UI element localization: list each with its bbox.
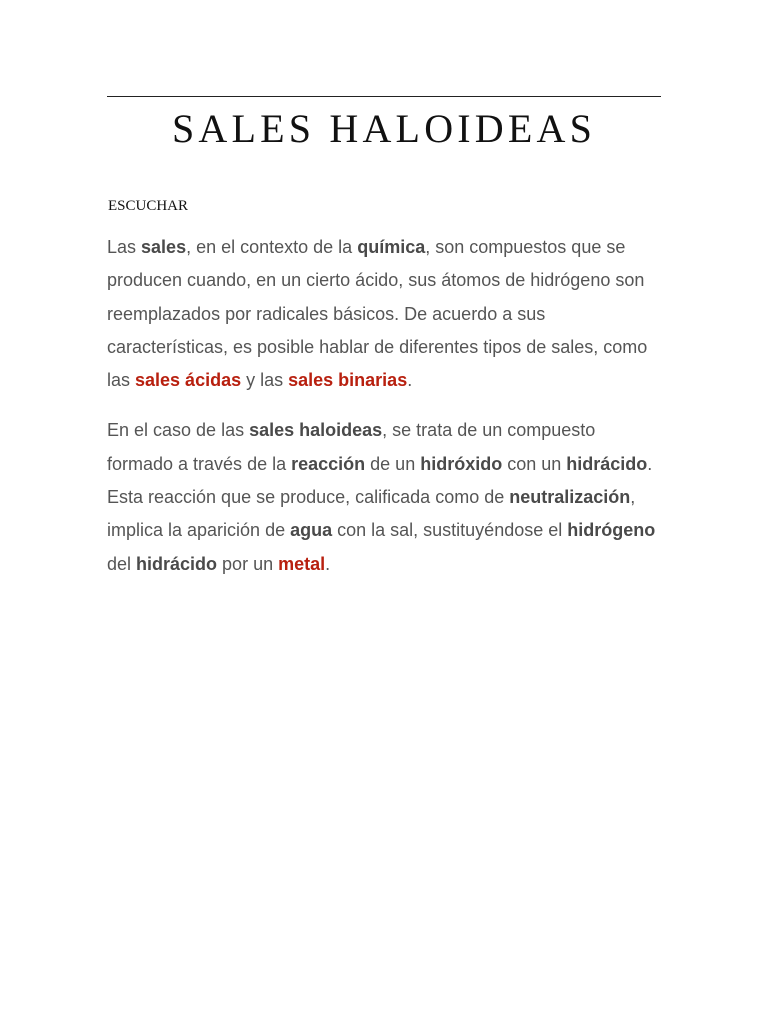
bold-term: sales haloideas [249,420,383,441]
link-sales-acidas[interactable]: sales ácidas [135,370,242,391]
paragraph-definition [107,414,661,580]
text-segment: del [107,553,137,574]
link-sales-binarias[interactable]: sales binarias [288,370,408,391]
text-segment: . Esta reacción que se produce, calificada como de [107,453,653,508]
text-segment: , se trata de un compuesto formado a través de la [107,420,596,474]
text-segment: . [407,370,413,391]
bold-term: hidrácido [566,453,648,474]
bold-term: neutralización [509,487,631,508]
bold-term: hidrógeno [567,520,656,541]
text-segment: , en el contexto de la [186,237,358,257]
link-metal[interactable]: metal [278,553,326,574]
text-segment: . [325,553,331,574]
text-segment: En el caso de las [107,420,250,441]
paragraph-intro [107,231,661,397]
bold-term: química [357,237,426,257]
bold-term: sales [141,237,187,257]
page-title: SALES HALOIDEAS [171,106,597,151]
bold-term: agua [290,520,333,541]
text-segment: de un [365,453,421,474]
article [107,96,661,581]
text-segment: por un [217,553,279,574]
listen-button[interactable]: ESCUCHAR [108,198,189,214]
top-divider [107,96,661,97]
text-segment: , implica la aparición de [107,487,636,541]
bold-term: reacción [291,453,366,474]
text-segment: con la sal, sustituyéndose el [332,520,568,541]
text-segment: y las [241,370,289,391]
bold-term: hidróxido [420,453,503,474]
text-segment: , son compuestos que se producen cuando, en un cierto ácido, sus átomos de hidrógeno son reemplazados por radicales básicos. De acuerdo a sus características, es posible hablar de diferentes tipos de sales, como las [107,237,648,391]
text-segment: Las [107,237,142,257]
text-segment: con un [502,453,567,474]
bold-term: hidrácido [136,553,218,574]
